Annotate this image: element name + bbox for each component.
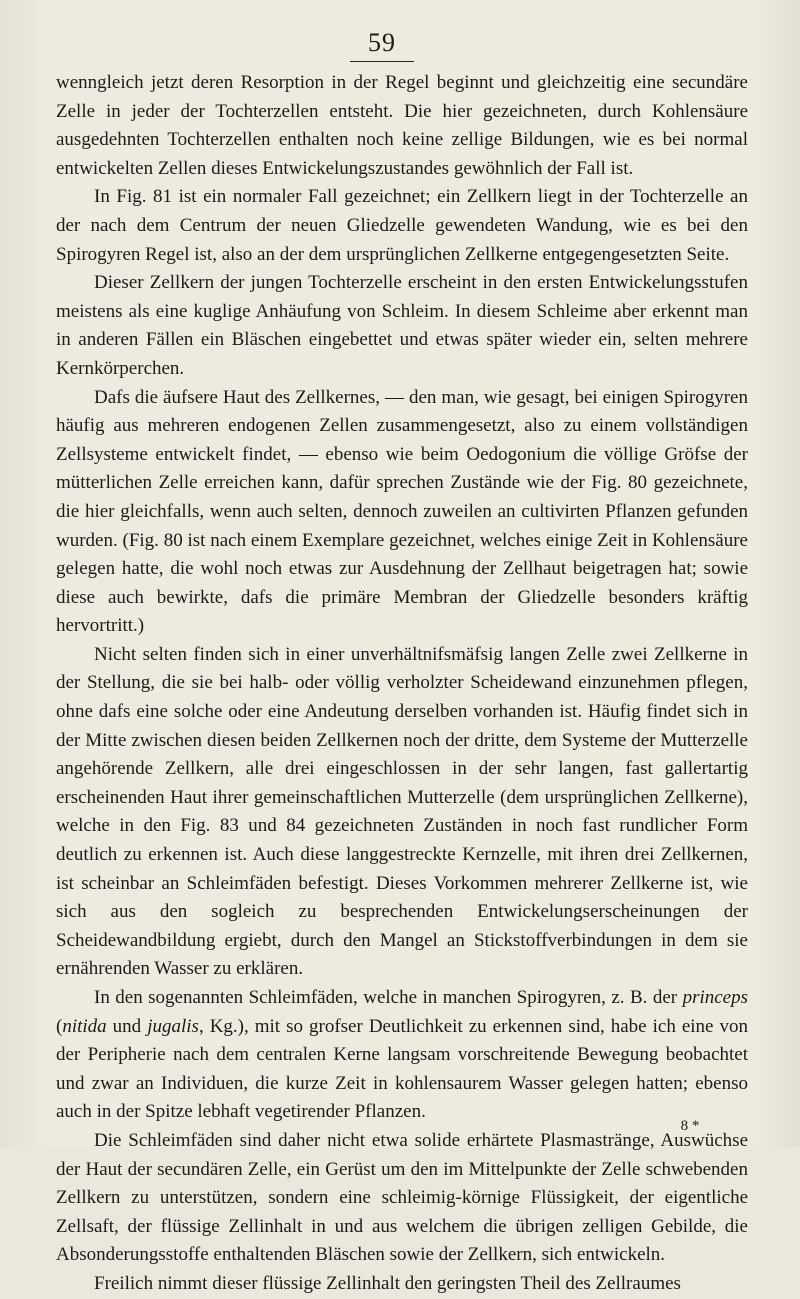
paragraph: wenngleich jetzt deren Resorption in der Regel beginnt und gleichzeitig eine secundäre Zelle in jeder der Tochterzellen entsteht. Die hier gezeichneten, durch Kohlensäure ausgedehnten Tochterzellen enthalten noch keine zellige Bildungen, wie es bei normal entwickelten Zellen dieses Entwickelungszustandes gewöhnlich der Fall ist.	[56, 72, 748, 179]
paragraph-text: , Kg.), mit so grofser Deutlichkeit zu erkennen sind, habe ich eine von der Peripherie nach dem centralen Kerne langsam vorschreitende Bewegung beobachtet und zwar an Individuen, die kurze Zeit in kohlensaurem Wasser gelegen hatten; ebenso auch in der Spitze lebhaft vegetirender Pflanzen.	[56, 1015, 749, 1123]
species-name-jugalis: jugalis	[147, 1015, 199, 1037]
signature-mark: 8 *	[680, 1118, 700, 1134]
paragraph: Dafs die äufsere Haut des Zellkernes, — den man, wie gesagt, bei einigen Spirogyren häufig aus mehreren endogenen Zellen zusammengesetzt, also zu einem vollständigen Zellsysteme entwickelt findet, — ebenso wie beim Oedogonium die völlige Gröfse der mütterlichen Zelle erreichen kann, dafür sprechen Zustände wie der Fig. 80 gezeichnete, die hier gleichfalls, wenn auch selten, dennoch zuweilen an cultivirten Pflanzen gefunden wurden. (Fig. 80 ist nach einem Exemplare gezeichnet, welches einige Zeit in Kohlensäure gelegen hatte, die wohl noch etwas zur Ausdehnung der Zellhaut beigetragen hat; sowie diese auch bewirkte, dafs die primäre Membran der Gliedzelle besonders kräftig hervortritt.)	[56, 386, 748, 637]
paragraph-text: und	[106, 1015, 148, 1037]
page-number: 59	[368, 28, 396, 57]
paragraph: In Fig. 81 ist ein normaler Fall gezeichnet; ein Zellkern liegt in der Tochterzelle an der nach dem Centrum der neuen Gliedzelle gewendeten Wandung, wie es bei den Spirogyren Regel ist, also an der dem ursprünglichen Zellkerne entgegengesetzten Seite.	[56, 186, 748, 265]
species-name-princeps: princeps	[682, 987, 748, 1008]
paragraph-with-species-names	[56, 984, 748, 1127]
paragraph-text: In den sogenannten Schleimfäden, welche in manchen Spirogyren, z. B. der	[94, 987, 683, 1008]
paragraph: Dieser Zellkern der jungen Tochterzelle erscheint in den ersten Entwickelungsstufen meistens als eine kuglige Anhäufung von Schleim. In diesem Schleime aber erkennt man in anderen Fällen ein Bläschen eingebettet und etwas später wieder ein, selten mehrere Kernkörperchen.	[56, 272, 748, 379]
paragraph: Nicht selten finden sich in einer unverhältnifsmäfsig langen Zelle zwei Zellkerne in der Stellung, die sie bei halb- oder völlig verholzter Scheidewand einzunehmen pflegen, ohne dafs eine solche oder eine Andeutung derselben vorhanden ist. Häufig findet sich in der Mitte zwischen diesen beiden Zellkernen noch der dritte, dem Systeme der Mutterzelle angehörende Zellkern, alle drei eingeschlossen in der sehr langen, fast gallertartig erscheinenden Haut ihrer gemeinschaftlichen Mutterzelle (dem ursprünglichen Zellkerne), welche in den Fig. 83 und 84 gezeichneten Zuständen in noch fast rundlicher Form deutlich zu erkennen ist. Auch diese langgestreckte Kernzelle, mit ihren drei Zellkernen, ist scheinbar an Schleimfäden befestigt. Dieses Vorkommen mehrerer Zellkerne ist, wie sich aus den sogleich zu besprechenden Entwickelungserscheinungen der Scheidewandbildung ergiebt, durch den Mangel an Stickstoffverbindungen in dem sie ernährenden Wasser zu erklären.	[56, 643, 748, 980]
paragraph: Die Schleimfäden sind daher nicht etwa solide erhärtete Plasmastränge, Auswüchse der Haut der secundären Zelle, ein Gerüst um den im Mittelpunkte der Zelle schwebenden Zellkern zu unterstützen, sondern eine schleimig-körnige Flüssigkeit, der eigentliche Zellsaft, der flüssige Zellinhalt in und aus welchem die übrigen zelligen Gebilde, die Absonderungsstoffe enthaltenden Bläschen sowie der Zellkern, sich entwickeln.	[56, 1129, 748, 1266]
paragraph-text: (	[56, 1015, 63, 1037]
page-number-underline	[350, 61, 414, 62]
species-name-nitida: nitida	[62, 1015, 107, 1037]
body-text	[56, 69, 748, 1299]
paragraph: Freilich nimmt dieser flüssige Zellinhalt den geringsten Theil des Zellraumes	[94, 1272, 681, 1294]
